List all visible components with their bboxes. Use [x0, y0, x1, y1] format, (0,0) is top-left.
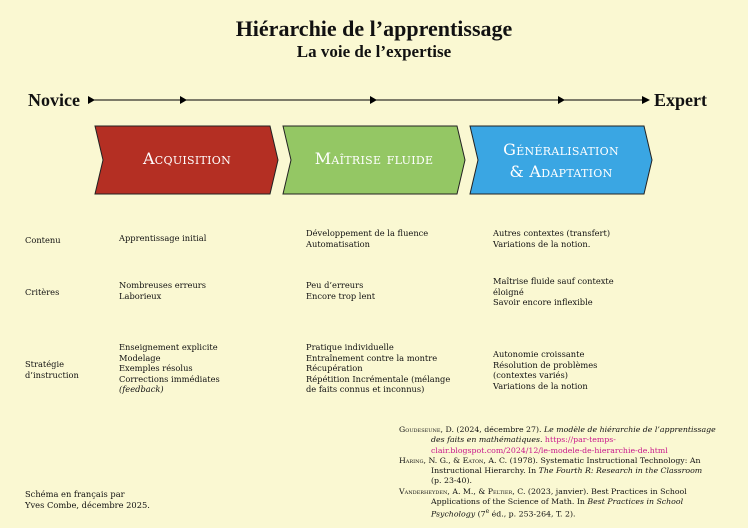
- cell-line: Pratique individuelle: [306, 342, 394, 352]
- stage-generalization-label: [478, 139, 644, 183]
- row-label-criteres: Critères: [25, 287, 60, 297]
- cell-contenu-acquisition: [119, 233, 206, 244]
- stage-generalization-line1: Généralisation: [503, 140, 619, 159]
- cell-contenu-fluency: [306, 228, 428, 249]
- stage-generalization-line2: & Adaptation: [509, 162, 613, 181]
- cell-line: Autres contextes (transfert): [493, 228, 611, 238]
- cell-line: Corrections immédiates: [119, 373, 220, 384]
- row-label-contenu: Contenu: [25, 235, 61, 245]
- ref-text: , A. C. (1978). Systematic Instructional Technology: An: [483, 455, 701, 465]
- cell-strategie-fluency: [306, 342, 450, 395]
- ref-superscript: e: [485, 508, 490, 516]
- cell-line: Développement de la fluence: [306, 228, 429, 238]
- ref-author: Eaton: [462, 455, 484, 465]
- cell-line: Variations de la notion.: [493, 238, 591, 249]
- credit-line: Schéma en français par: [25, 489, 125, 499]
- ref-author: Vanderheyden: [399, 486, 448, 496]
- diagram-subtitle: La voie de l’expertise: [296, 42, 452, 61]
- row-label-strategie: [25, 359, 79, 380]
- diagram-title: Hiérarchie de l’apprentissage: [235, 16, 513, 41]
- cell-line: Automatisation: [306, 238, 370, 249]
- cell-strategie-generalization: [493, 349, 597, 391]
- cell-contenu-generalization: [493, 228, 610, 249]
- row-label-line: d’instruction: [25, 369, 79, 380]
- reference-vanderheyden: [399, 487, 739, 520]
- stage-acquisition-label: Acquisition: [142, 149, 232, 168]
- stage-fluency-label: Maîtrise fluide: [314, 149, 434, 168]
- ref-author: Haring: [399, 455, 424, 465]
- cell-line: (contextes variés): [493, 370, 568, 380]
- ref-text: éd., p. 253-264, T. 2).: [489, 509, 576, 519]
- ref-author: Peltier: [487, 486, 513, 496]
- cell-line: Apprentissage initial: [119, 233, 207, 243]
- cell-line: Savoir encore inflexible: [493, 297, 593, 307]
- cell-line: Récupération: [306, 363, 363, 373]
- ref-title: Psychology: [431, 509, 476, 519]
- cell-line: Maîtrise fluide sauf contexte: [493, 276, 614, 286]
- cell-line: Enseignement explicite: [119, 342, 218, 352]
- ref-text: (7: [475, 509, 486, 519]
- novice-label: Novice: [28, 90, 80, 110]
- ref-text: Applications of the Science of Math. In: [431, 497, 588, 507]
- ref-text: , D. (2024, décembre 27).: [440, 425, 544, 434]
- expert-label: Expert: [654, 90, 707, 110]
- ref-text: , N. G., &: [423, 455, 463, 465]
- cell-line: Répétition Incrémentale (mélange: [306, 373, 451, 384]
- reference-goudeseune: [399, 425, 739, 456]
- cell-line: Résolution de problèmes: [493, 359, 598, 370]
- cell-criteres-generalization: [493, 276, 614, 308]
- ref-link[interactable]: clair.blogspot.com/2024/12/le-modele-de-hierarchie-de.html: [431, 445, 668, 455]
- reference-haring: [399, 456, 739, 487]
- ref-text: , C. (2023, janvier). Best Practices in School: [512, 486, 687, 496]
- ref-title: The Fourth R: Research in the Classroom: [538, 466, 703, 476]
- row-label-line: Stratégie: [25, 359, 65, 369]
- cell-line: Encore trop lent: [306, 290, 376, 301]
- cell-line: Peu d’erreurs: [306, 280, 364, 290]
- cell-line: Entraînement contre la montre: [306, 352, 438, 363]
- ref-text: , A. M., &: [447, 486, 488, 496]
- references: [399, 425, 739, 520]
- cell-criteres-acquisition: [119, 280, 206, 301]
- cell-line: Exemples résolus: [119, 363, 193, 373]
- ref-title: Le modèle de hiérarchie de l’apprentissage: [543, 425, 716, 434]
- cell-line: Variations de la notion: [493, 380, 588, 391]
- ref-text: (p. 23-40).: [431, 476, 472, 486]
- translation-credit: [25, 489, 150, 510]
- ref-title: des faits en mathématiques.: [431, 435, 543, 445]
- cell-line: Laborieux: [119, 290, 162, 301]
- cell-line: Autonomie croissante: [493, 349, 585, 359]
- cell-line: Modelage: [119, 352, 161, 363]
- ref-author: Goudeseune: [399, 425, 441, 434]
- cell-line: (feedback): [119, 384, 164, 394]
- cell-line: Nombreuses erreurs: [119, 280, 207, 290]
- ref-title: Best Practices in School: [587, 497, 684, 507]
- ref-text: Instructional Hierarchy. In: [431, 466, 539, 476]
- credit-line: Yves Combe, décembre 2025.: [25, 499, 150, 510]
- cell-strategie-acquisition: [119, 342, 220, 395]
- cell-line: éloigné: [493, 286, 524, 297]
- cell-criteres-fluency: [306, 280, 375, 301]
- ref-link[interactable]: https://par-temps-: [544, 435, 616, 445]
- cell-line: de faits connus et inconnus): [306, 384, 425, 394]
